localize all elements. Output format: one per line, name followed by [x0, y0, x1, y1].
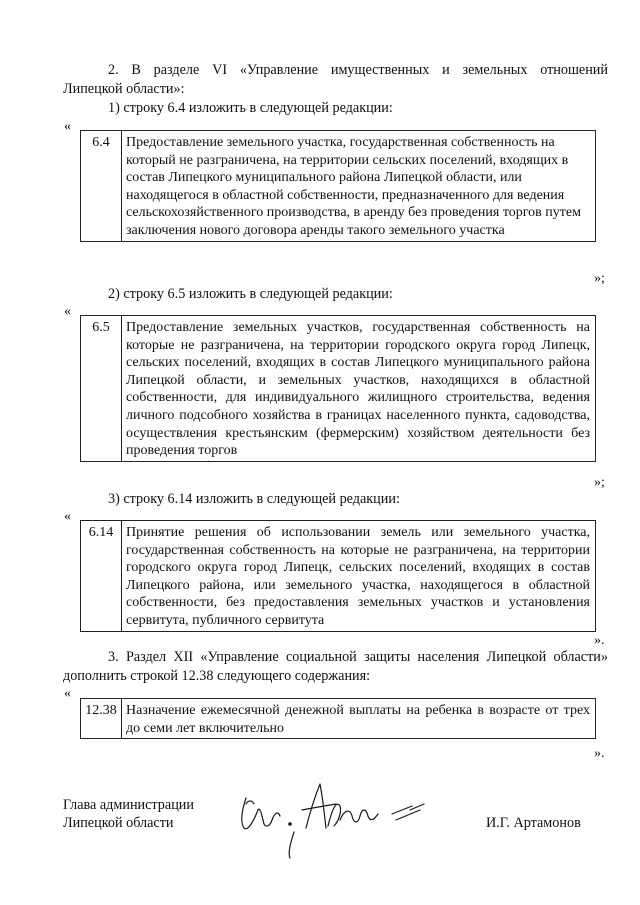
section-3-heading-line2: дополнить строкой 12.38 следующего содержания: [63, 668, 371, 684]
section-2-heading-line1: 2. В разделе VI «Управление имущественных и земельных отношений [108, 62, 608, 78]
open-quote-1: « [64, 119, 71, 134]
open-quote-3: « [64, 509, 71, 524]
section-3-heading-line1: 3. Раздел XII «Управление социальной защиты населения Липецкой области» [108, 649, 608, 665]
row-number: 6.14 [81, 521, 122, 632]
close-quote-1: »; [594, 271, 605, 286]
row-number: 6.4 [81, 131, 122, 242]
close-quote-2: »; [594, 475, 605, 490]
row-text: Предоставление земельных участков, государственная собственность на которые не разграничена, на территории городского округа город Липецк, сельских поселений, входящих в состав Липецкого муниципального района Липецкой области, и земельных участков, находящихся в областной собственности, для индивидуального жилищного строительства, ведения личного подсобного хозяйства в границах населенного пункта, садоводства, осуществления крестьянским (фермерским) хозяйством деятельности без проведения торгов [122, 316, 596, 462]
open-quote-4: « [64, 686, 71, 701]
row-text: Предоставление земельного участка, государственная собственность на который не разграничена, на территории сельских поселений, входящих в состав Липецкого муниципального района Липецкой области, или находящегося в областной собственности, предназначенного для ведения сельскохозяйственного производства, в аренду без проведения торгов путем заключения нового договора аренды такого земельного участка [122, 131, 596, 242]
table-row-6-14 [80, 520, 596, 632]
item-2-text: 2) строку 6.5 изложить в следующей редакции: [108, 286, 393, 302]
table-row-6-4 [80, 130, 596, 242]
signatory-name: И.Г. Артамонов [486, 815, 581, 831]
signature-title-line1: Глава администрации [63, 797, 194, 813]
table-row-12-38 [80, 698, 596, 739]
row-text: Назначение ежемесячной денежной выплаты на ребенка в возрасте от трех до семи лет включительно [122, 699, 596, 739]
handwritten-signature [232, 770, 442, 865]
section-2-heading-line2: Липецкой области»: [63, 81, 185, 97]
table-row-6-5 [80, 315, 596, 462]
signature-title-line2: Липецкой области [63, 815, 174, 831]
row-number: 6.5 [81, 316, 122, 462]
item-1-text: 1) строку 6.4 изложить в следующей редакции: [108, 100, 393, 116]
close-quote-3: ». [594, 633, 605, 648]
row-text: Принятие решения об использовании земель или земельного участка, государственная собственность на которые не разграничена, на территории городского округа город Липецк, сельских поселений, входящих в состав Липецкого района, или земельного участка, находящегося в областной собственности, без предоставления земельных участков и установления сервитута, публичного сервитута [122, 521, 596, 632]
open-quote-2: « [64, 304, 71, 319]
close-quote-4: ». [594, 746, 605, 761]
row-number: 12.38 [81, 699, 122, 739]
item-3-text: 3) строку 6.14 изложить в следующей редакции: [108, 491, 400, 507]
